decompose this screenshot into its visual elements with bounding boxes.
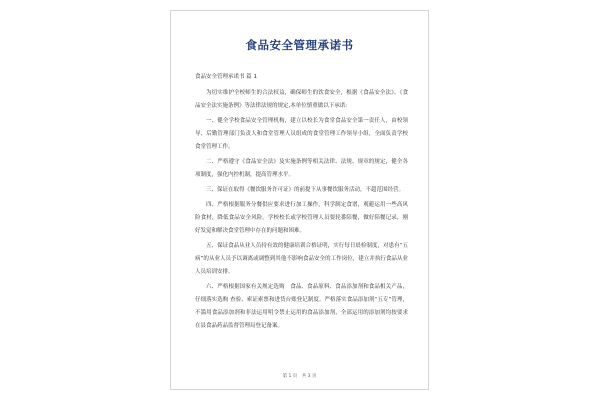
- paragraph-6: 六、严格根据国家有关规定选购 食品、食品原料、食品添加剂和食品相关产品，仔细落实选购 查验、索证索票和进货台账登记制度。严格落实食品添加剂“五专”管理，不滥用食品添加剂和非法运用明令禁止运用的食品添加剂，全部运用的添加剂均按要求在县食品药品监督管理局登记备案。: [195, 284, 408, 329]
- paragraph-2: 二、严格遵守《食品安全法》及实施条例等相关法律、法规、规章的规定，健全各项制度，强化内控机制，提高管理水平。: [195, 159, 408, 178]
- paragraph-intro: 为切实维护全校师生的合法权益，确保师生的饮食安全，根据《食品安全法》、《食品安全法实施条例》等法律法规的规定,本单位慎重做以下承诺:: [195, 90, 408, 109]
- document-page: [170, 10, 429, 390]
- document-subtitle: 食品安全管理承诺书 篇 1: [195, 74, 257, 80]
- paragraph-1: 一、健全学校食品安全管理机构，建立以校长为食堂食品安全第一责任人，由校领导、后勤管理部门负责人和食堂管理人员组成的食堂管理工作领导小组，全面负责学校食堂管理工作。: [195, 118, 408, 150]
- paragraph-3: 三、保证在取得《餐饮服务许可证》的前提下从事餐饮服务活动，不超范围经营。: [206, 187, 405, 193]
- page-number-footer: 第 1 页 共 3 页: [282, 374, 317, 379]
- document-body: [195, 73, 408, 335]
- paragraph-4: 四、严格根据服务分餐供应要求进行加工操作，科学制定食谱，观避运用一些高风险食材，降低食品安全风险。学校校长或学校管理人员要轮番陪餐，做好陪餐记录，刚好发觉和解决食堂管理中存在的问题和困难。: [195, 202, 408, 234]
- document-title: 食品安全管理承诺书: [245, 38, 354, 52]
- paragraph-5: 五、保证食品从业人员持有效的健康培训合格证明，实行每日晨检制度，对患有“五病”的从业人员予以调离或调整到其他不影响食品安全的工作岗位，建立并执行食品从业人员培训安排。: [195, 243, 408, 275]
